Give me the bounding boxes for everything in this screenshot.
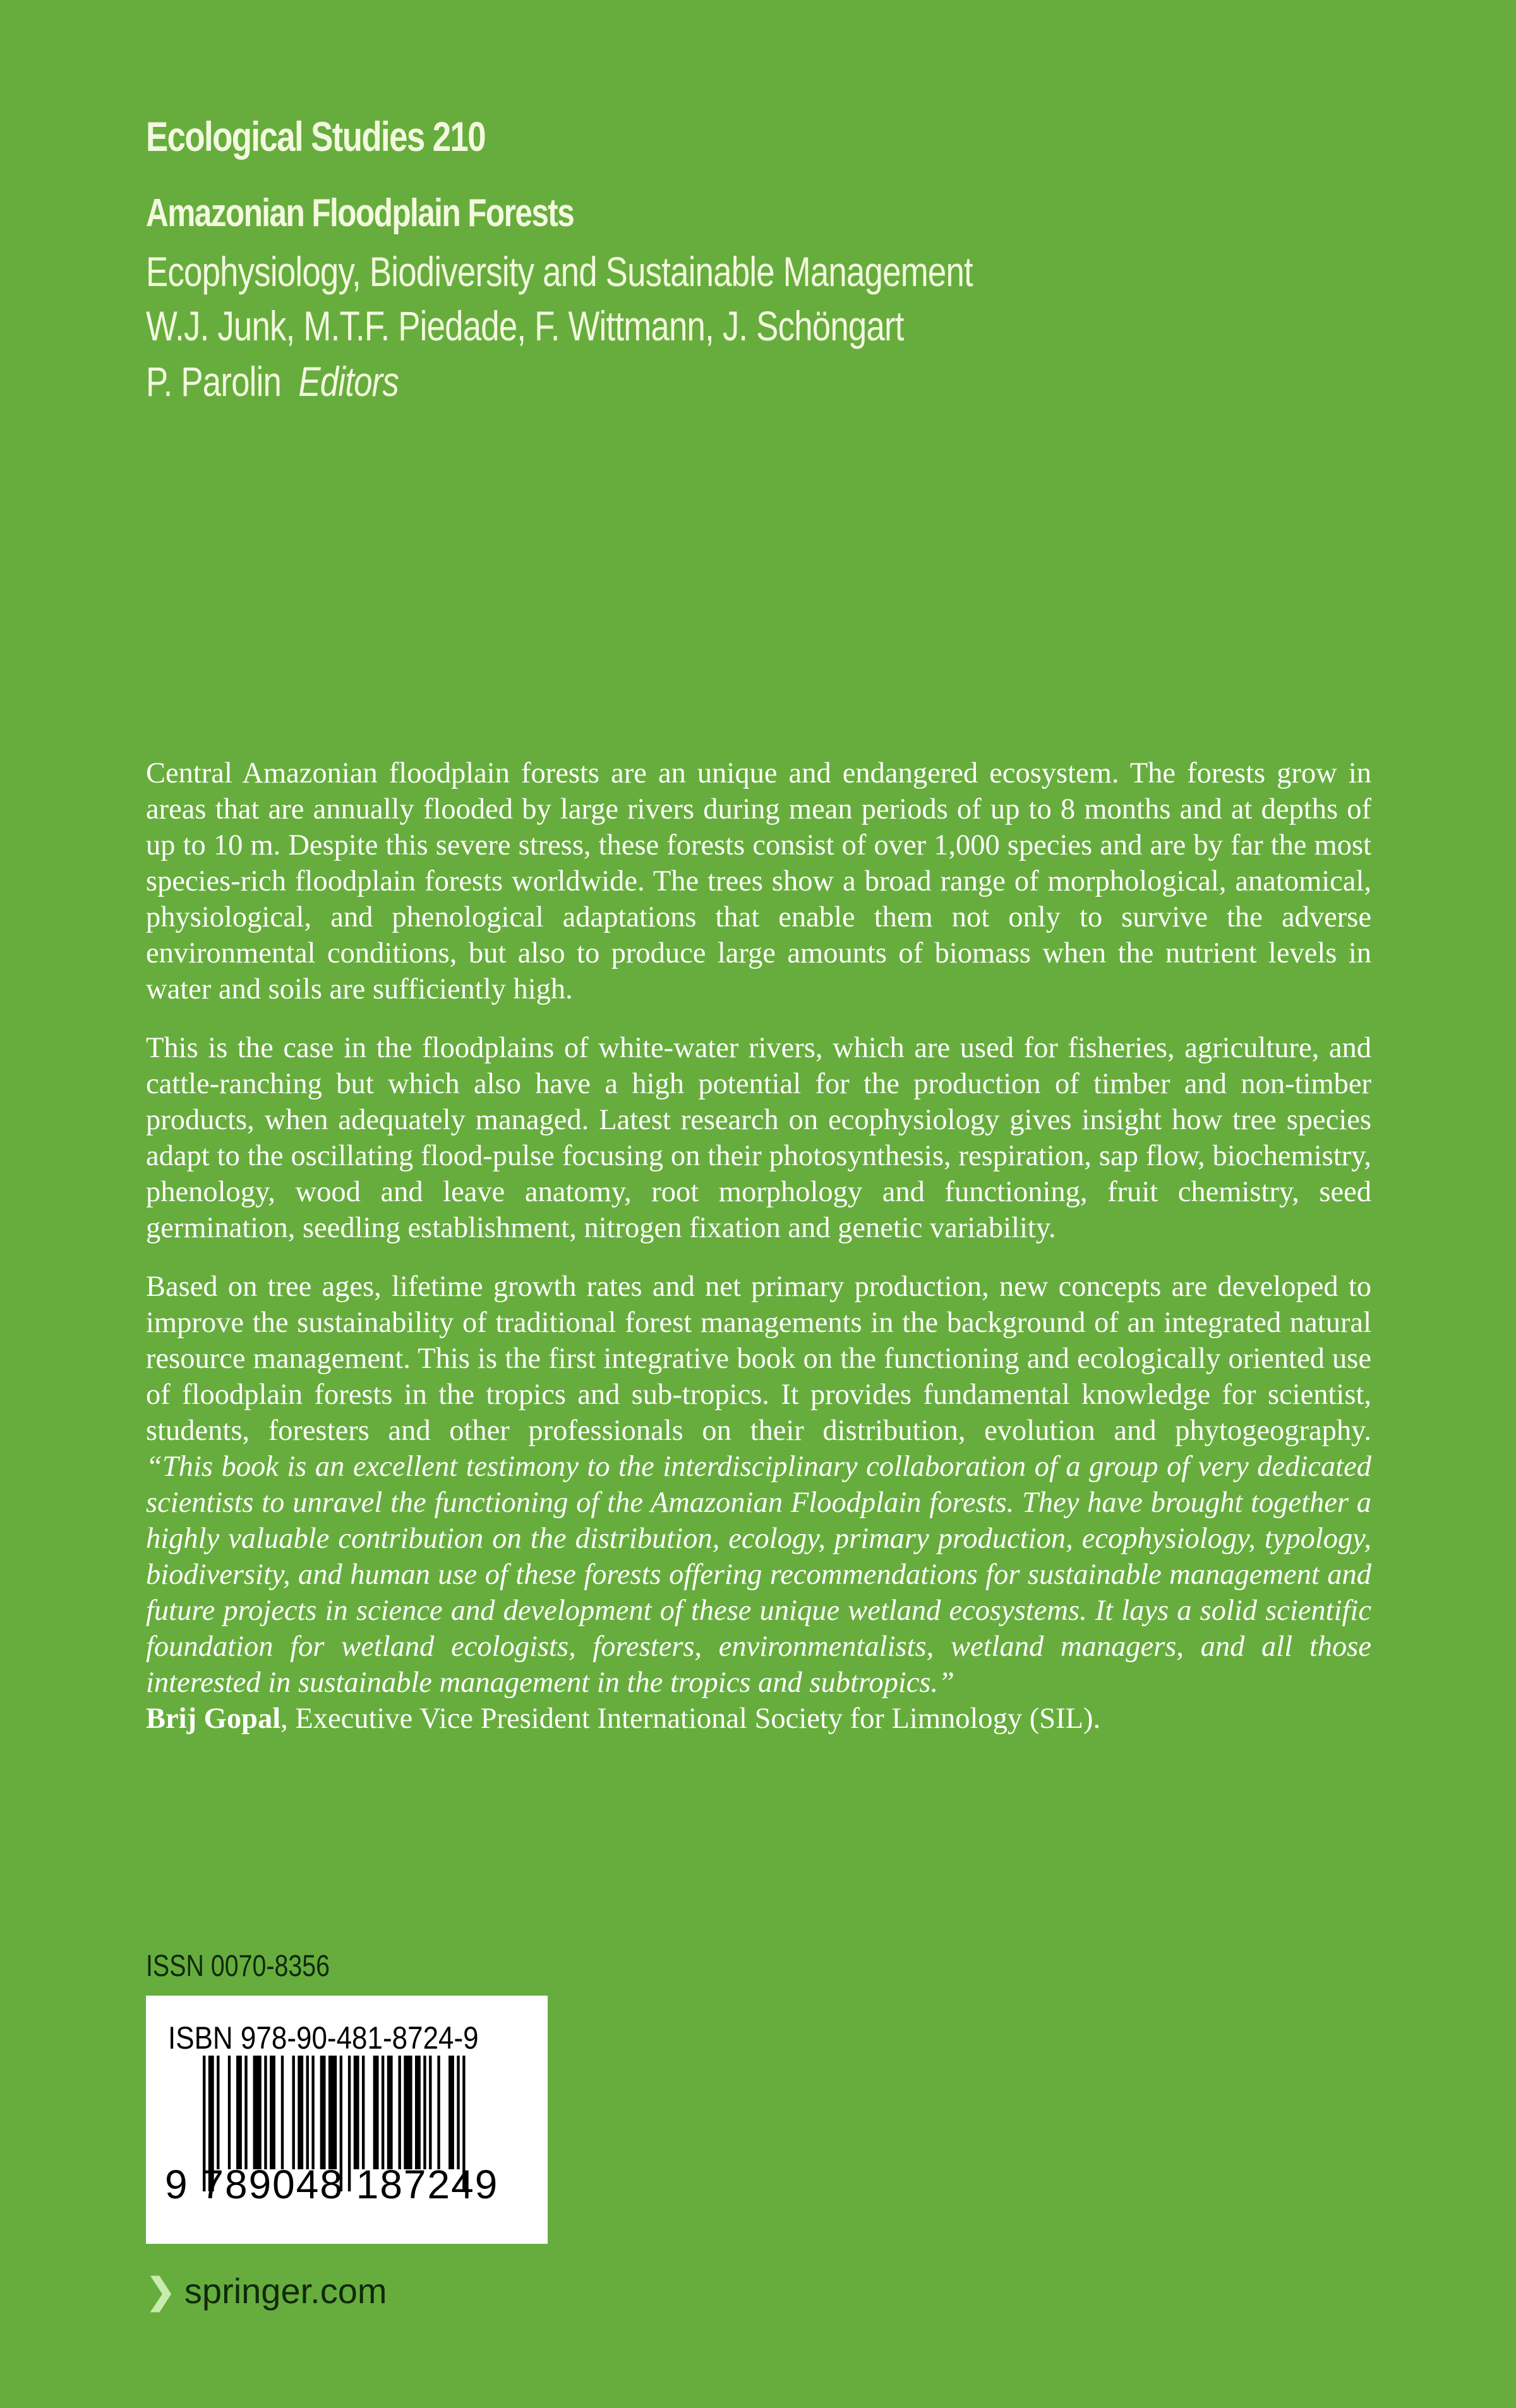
series-title: Ecological Studies 210: [146, 113, 486, 160]
blurb: [146, 755, 1371, 1737]
barcode-bar: [373, 2056, 379, 2169]
publisher-website[interactable]: [146, 2270, 387, 2312]
quote-author-role: , Executive Vice President International Society for Limnology (SIL).: [280, 1703, 1101, 1735]
barcode-bar: [236, 2056, 242, 2169]
barcode-bar: [398, 2056, 400, 2169]
website-link[interactable]: springer.com: [184, 2271, 387, 2311]
barcode-bar: [270, 2056, 275, 2169]
editors-label: Editors: [298, 358, 399, 405]
barcode-bar: [404, 2056, 412, 2169]
chevron-right-icon: ❯: [146, 2271, 176, 2311]
barcode-bar: [382, 2056, 384, 2169]
barcode-bar: [448, 2056, 454, 2169]
barcode-bar: [354, 2056, 359, 2169]
barcode-bar: [306, 2056, 309, 2169]
review-quote: “This book is an excellent testimony to the interdisciplinary collaboration of a group of very dedicated scientists to unravel the functioning of the Amazonian Floodplain forests. They have brought together a highly valuable contribution on the distribution, ecology, primary production, ecophysiology, typology, biodiversity, and human use of these forests offering recommendations for sustainable management and future projects in science and development of these unique wetland ecosystems. It lays a solid scientific foundation for wetland ecologists, foresters, environmentalists, wetland managers, and all those interested in sustainable management in the tropics and subtropics.”: [146, 1451, 1371, 1699]
barcode-bar: [264, 2056, 267, 2169]
barcode-bar: [457, 2056, 459, 2169]
barcode-bar: [437, 2056, 440, 2169]
quote-author: Brij Gopal: [146, 1703, 281, 1735]
barcode-bar: [298, 2056, 303, 2169]
barcode-bar: [415, 2056, 421, 2169]
barcode-bar: [328, 2056, 337, 2169]
blurb-paragraph: This is the case in the floodplains of white-water rivers, which are used for fisheries, agriculture, and cattle-ranching but which also have a high potential for the production of timber and non-timber products, when adequately managed. Latest research on ecophysiology gives insight how tree species adapt to the oscillating flood-pulse focusing on their photosynthesis, respiration, sap flow, biochemistry, phenology, wood and leave anatomy, root morphology and functioning, fruit chemistry, seed germination, seedling establishment, nitrogen fixation and genetic variability.: [146, 1032, 1371, 1244]
last-editor: P. Parolin: [146, 358, 282, 405]
quote-attribution: [146, 1701, 1371, 1737]
isbn: ISBN 978-90-481-8724-9: [168, 2020, 479, 2056]
barcode-bar: [228, 2056, 231, 2169]
barcode-bar: [320, 2056, 326, 2169]
barcode-bar: [311, 2056, 314, 2169]
barcode-bar: [253, 2056, 262, 2169]
barcode-bar: [429, 2056, 431, 2169]
book-title: Amazonian Floodplain Forests: [146, 191, 574, 235]
editors-line: [146, 357, 399, 405]
barcode-bar: [217, 2056, 219, 2169]
barcode-digits: 9 789048 187249: [165, 2162, 499, 2207]
barcode-bar: [362, 2056, 364, 2169]
blurb-paragraph: Based on tree ages, lifetime growth rates and net primary production, new concepts are developed to improve the sustainability of traditional forest managements in the background of an integrated natural resource management. This is the first integrative book on the functioning and ecologically oriented use of floodplain forests in the tropics and sub-tropics. It provides fundamental knowledge for scientist, students, foresters and other professionals on their distribution, evolution and phytogeography.: [146, 1271, 1371, 1447]
editors-list: W.J. Junk, M.T.F. Piedade, F. Wittmann, J. Schöngart: [146, 302, 904, 349]
barcode-bar: [244, 2056, 247, 2169]
issn: ISSN 0070-8356: [146, 1950, 330, 1983]
blurb-paragraph: Central Amazonian floodplain forests are an unique and endangered ecosystem. The forests grow in areas that are annually flooded by large rivers during mean periods of up to 8 months and at depths of up to 10 m. Despite this severe stress, these forests consist of over 1,000 species and are by far the most species-rich floodplain forests worldwide. The trees show a broad range of morphological, anatomical, physiological, and phenological adaptations that enable them not only to survive the adverse environmental conditions, but also to produce large amounts of biomass when the nutrient levels in water and soils are sufficiently high.: [146, 757, 1371, 1005]
barcode: [146, 1996, 548, 2244]
barcode-bar: [292, 2056, 294, 2169]
book-subtitle: Ecophysiology, Biodiversity and Sustainable Management: [146, 248, 973, 295]
barcode-bar: [281, 2056, 284, 2169]
barcode-bar: [423, 2056, 426, 2169]
barcode-bar: [387, 2056, 393, 2169]
